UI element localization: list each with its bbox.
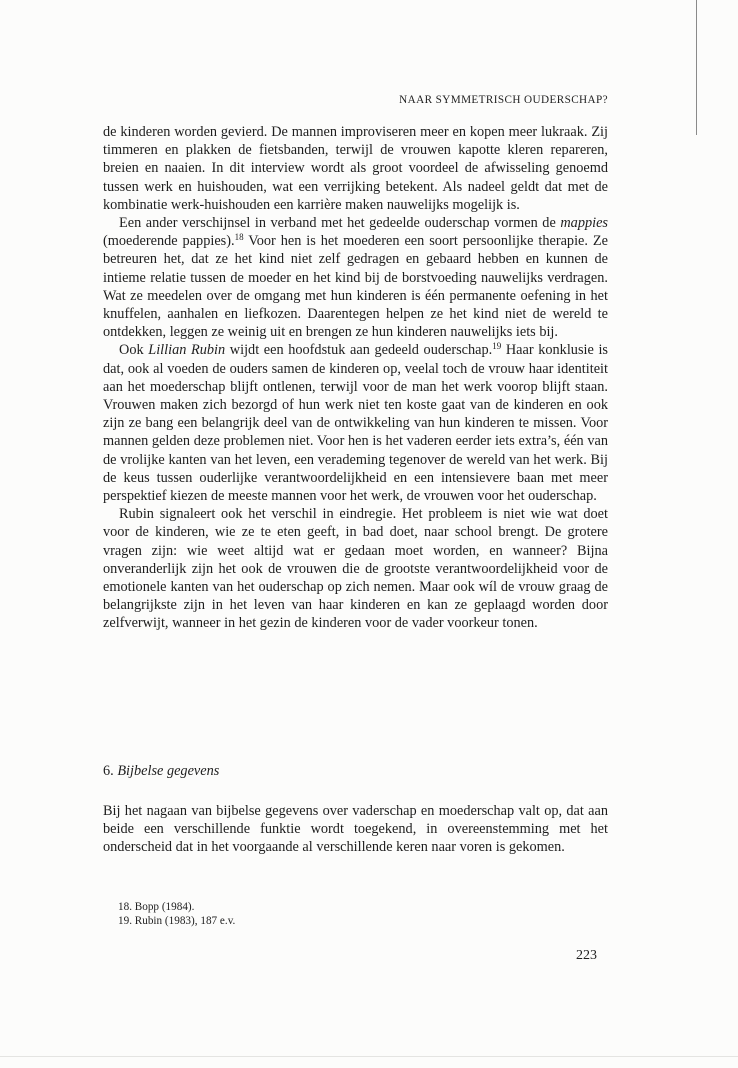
text-run: Haar konklusie is dat, ook al voeden de ouders samen de kinderen op, veelal toch de vrouw haar identiteit aan het moederschap blijft ontlenen, terwijl voor de man het werk voorop blijft staan. Vrouwen maken zich bezorgd of hun werk niet ten koste gaat van de kinderen en ook zijn ze bang een belangrijk deel van de ontwikkeling van hun kinderen te missen. Voor mannen gelden deze problemen niet. Voor hen is het vaderen eerder iets extra’s, één van de vrolijke kanten van het leven, een verademing tegenover de wereld van het werk. Bij de keus tussen ouderlijke verantwoordelijkheid en een intensievere baan met meer perspektief kiezen de meeste mannen voor het werk, de vrouwen voor het ouderschap. (103, 342, 608, 505)
running-head: NAAR SYMMETRISCH OUDERSCHAP? (399, 94, 608, 106)
section-heading (103, 763, 219, 780)
section-number: 6. (103, 763, 114, 779)
page-number: 223 (576, 948, 597, 963)
text-run: (moederende pappies). (103, 233, 235, 250)
footnote-ref: 19 (492, 341, 502, 352)
text-run: Ook (119, 342, 149, 359)
body-paragraph (103, 214, 608, 341)
italic-term: Lillian Rubin (148, 342, 226, 359)
text-run: de kinderen worden gevierd. De mannen improviseren meer en kopen meer lukraak. Zij timmeren en plakken de fietsbanden, terwijl de vrouwen kapotte kleren repareren, breien en naaien. In dit interview wordt als groot voordeel de afwisseling genoemd tussen werk en huishouden, wat een verrijking betekent. Als nadeel geldt dat met de kombinatie werk-huishouden een karrière maken nauwelijks mogelijk is. (103, 124, 608, 213)
footnotes (118, 900, 235, 928)
text-run: wijdt een hoofdstuk aan gedeeld ouderschap. (225, 342, 493, 359)
footnote-19: 19. Rubin (1983), 187 e.v. (118, 915, 236, 927)
body-text (103, 123, 608, 633)
italic-term: mappies (560, 215, 608, 232)
body-paragraph (103, 123, 608, 214)
section-paragraph: Bij het nagaan van bijbelse gegevens over vaderschap en moederschap valt op, dat aan beide een verschillende funktie wordt toegekend, in overeenstemming met het onderscheid dat in het voorgaande al verschillende keren naar voren is gekomen. (103, 803, 608, 856)
body-paragraph (103, 505, 608, 632)
text-run: Voor hen is het moederen een soort persoonlijke therapie. Ze betreuren het, dat ze het kind niet zelf gedragen en gebaard hebben en kunnen de intieme relatie tussen de moeder en het kind bij de borstvoeding nauwelijks verdragen. Wat ze meedelen over de omgang met hun kinderen is één permanente oefening in het knuffelen, aanhalen en liefkozen. Daarentegen helpen ze het kind niet de wereld te ontdekken, leggen ze weinig uit en brengen ze hun kinderen nauwelijks iets bij. (103, 233, 608, 341)
bottom-divider (0, 1056, 738, 1057)
body-paragraph (103, 341, 608, 505)
text-run: Een ander verschijnsel in verband met het gedeelde ouderschap vormen de (119, 215, 561, 232)
text-run: Rubin signaleert ook het verschil in eindregie. Het probleem is niet wie wat doet voor de kinderen, wie ze te eten geeft, in bad doet, naar school brengt. De grotere vragen zijn: wie weet altijd wat er gedaan moet worden, en wanneer? Bijna onveranderlijk zijn het ook de vrouwen die de grootste verantwoordelijkheid voor de emotionele kanten van het ouderschap op zich nemen. Maar ook wíl de vrouw graag de belangrijkste zijn in het leven van haar kinderen en kan ze geplaagd worden door zelfverwijt, wanneer in het gezin de kinderen voor de vader voorkeur tonen. (103, 506, 608, 632)
section-title: Bijbelse gegevens (117, 763, 220, 779)
footnote-18: 18. Bopp (1984). (118, 901, 195, 913)
section-body (103, 802, 608, 857)
footnote-ref: 18 (234, 232, 244, 243)
page-edge-line (696, 0, 697, 135)
